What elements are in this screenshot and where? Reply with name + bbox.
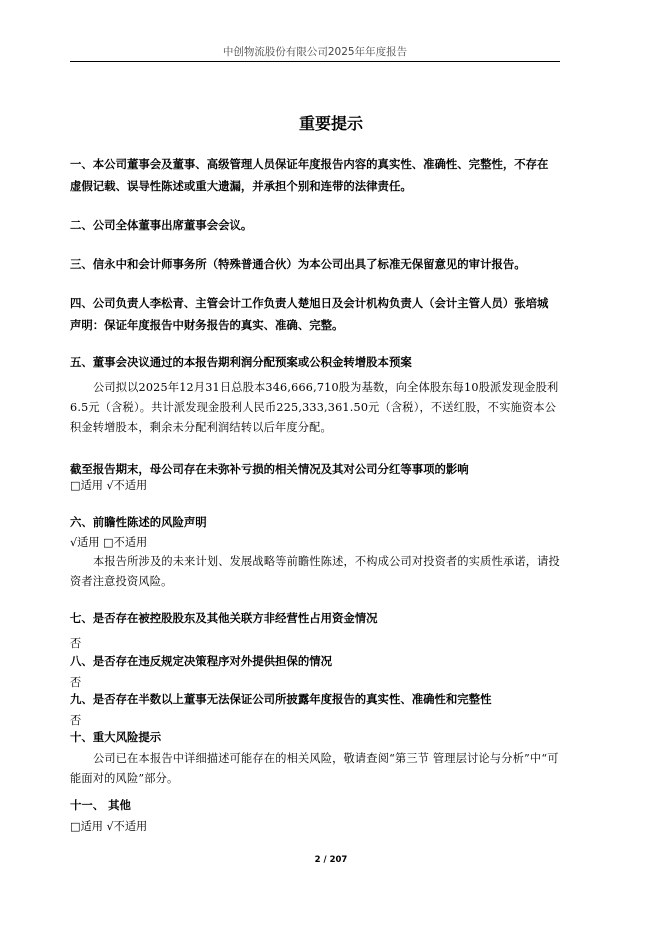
item-6-heading: 六、前瞻性陈述的风险声明: [70, 515, 207, 529]
item-5-body: 公司拟以2025年12月31日总股本346,666,710股为基数，向全体股东每10股派发现金股利6.5元（含税）。共计派发现金股利人民币225,333,361.50元（含税），不送红股，不实施资本公积金转增股本，剩余未分配利润结转以后年度分配。: [70, 381, 559, 434]
item-1-line-1: 一、本公司董事会及董事、高级管理人员保证年度报告内容的真实性、准确性、完整性，不存在: [70, 157, 549, 171]
item-7-answer: 否: [70, 637, 82, 650]
item-10-body: 公司已在本报告中详细描述可能存在的相关风险，敬请查阅“第三节 管理层讨论与分析”中“可能面对的风险”部分。: [70, 752, 559, 785]
item-11-heading: 十一、 其他: [70, 798, 131, 812]
item-2: 二、公司全体董事出席董事会会议。: [70, 218, 253, 232]
report-header: 中创物流股份有限公司2025年年度报告: [222, 46, 408, 58]
item-8-heading: 八、是否存在违反规定决策程序对外提供担保的情况: [70, 654, 332, 668]
item-1-line-2: 虚假记载、误导性陈述或重大遗漏，并承担个别和连带的法律责任。: [70, 179, 412, 193]
item-10-heading: 十、重大风险提示: [70, 730, 162, 744]
header-divider: [70, 61, 560, 62]
item-11-applicability: □适用 √不适用: [70, 820, 148, 833]
item-3: 三、信永中和会计师事务所（特殊普通合伙）为本公司出具了标准无保留意见的审计报告。: [70, 257, 526, 271]
item-5-heading: 五、董事会决议通过的本报告期利润分配预案或公积金转增股本预案: [70, 355, 412, 369]
page-title: 重要提示: [298, 114, 363, 133]
item-6-applicability: √适用 □不适用: [70, 536, 148, 549]
item-4-line-1: 四、公司负责人李松青、主管会计工作负责人楚旭日及会计机构负责人（会计主管人员）张培城: [70, 296, 549, 310]
item-8-answer: 否: [70, 676, 82, 689]
item-4-line-2: 声明：保证年度报告中财务报告的真实、准确、完整。: [70, 318, 344, 332]
item-9-answer: 否: [70, 714, 82, 727]
page-number: 2 / 207: [314, 855, 348, 865]
item-9-heading: 九、是否存在半数以上董事无法保证公司所披露年度报告的真实性、准确性和完整性: [70, 692, 492, 706]
loss-applicability: □适用 √不适用: [70, 479, 148, 492]
item-7-heading: 七、是否存在被控股股东及其他关联方非经营性占用资金情况: [70, 611, 378, 625]
item-6-body: 本报告所涉及的未来计划、发展战略等前瞻性陈述，不构成公司对投资者的实质性承诺，请投资者注意投资风险。: [70, 555, 560, 588]
loss-heading: 截至报告期末，母公司存在未弥补亏损的相关情况及其对公司分红等事项的影响: [70, 462, 469, 476]
